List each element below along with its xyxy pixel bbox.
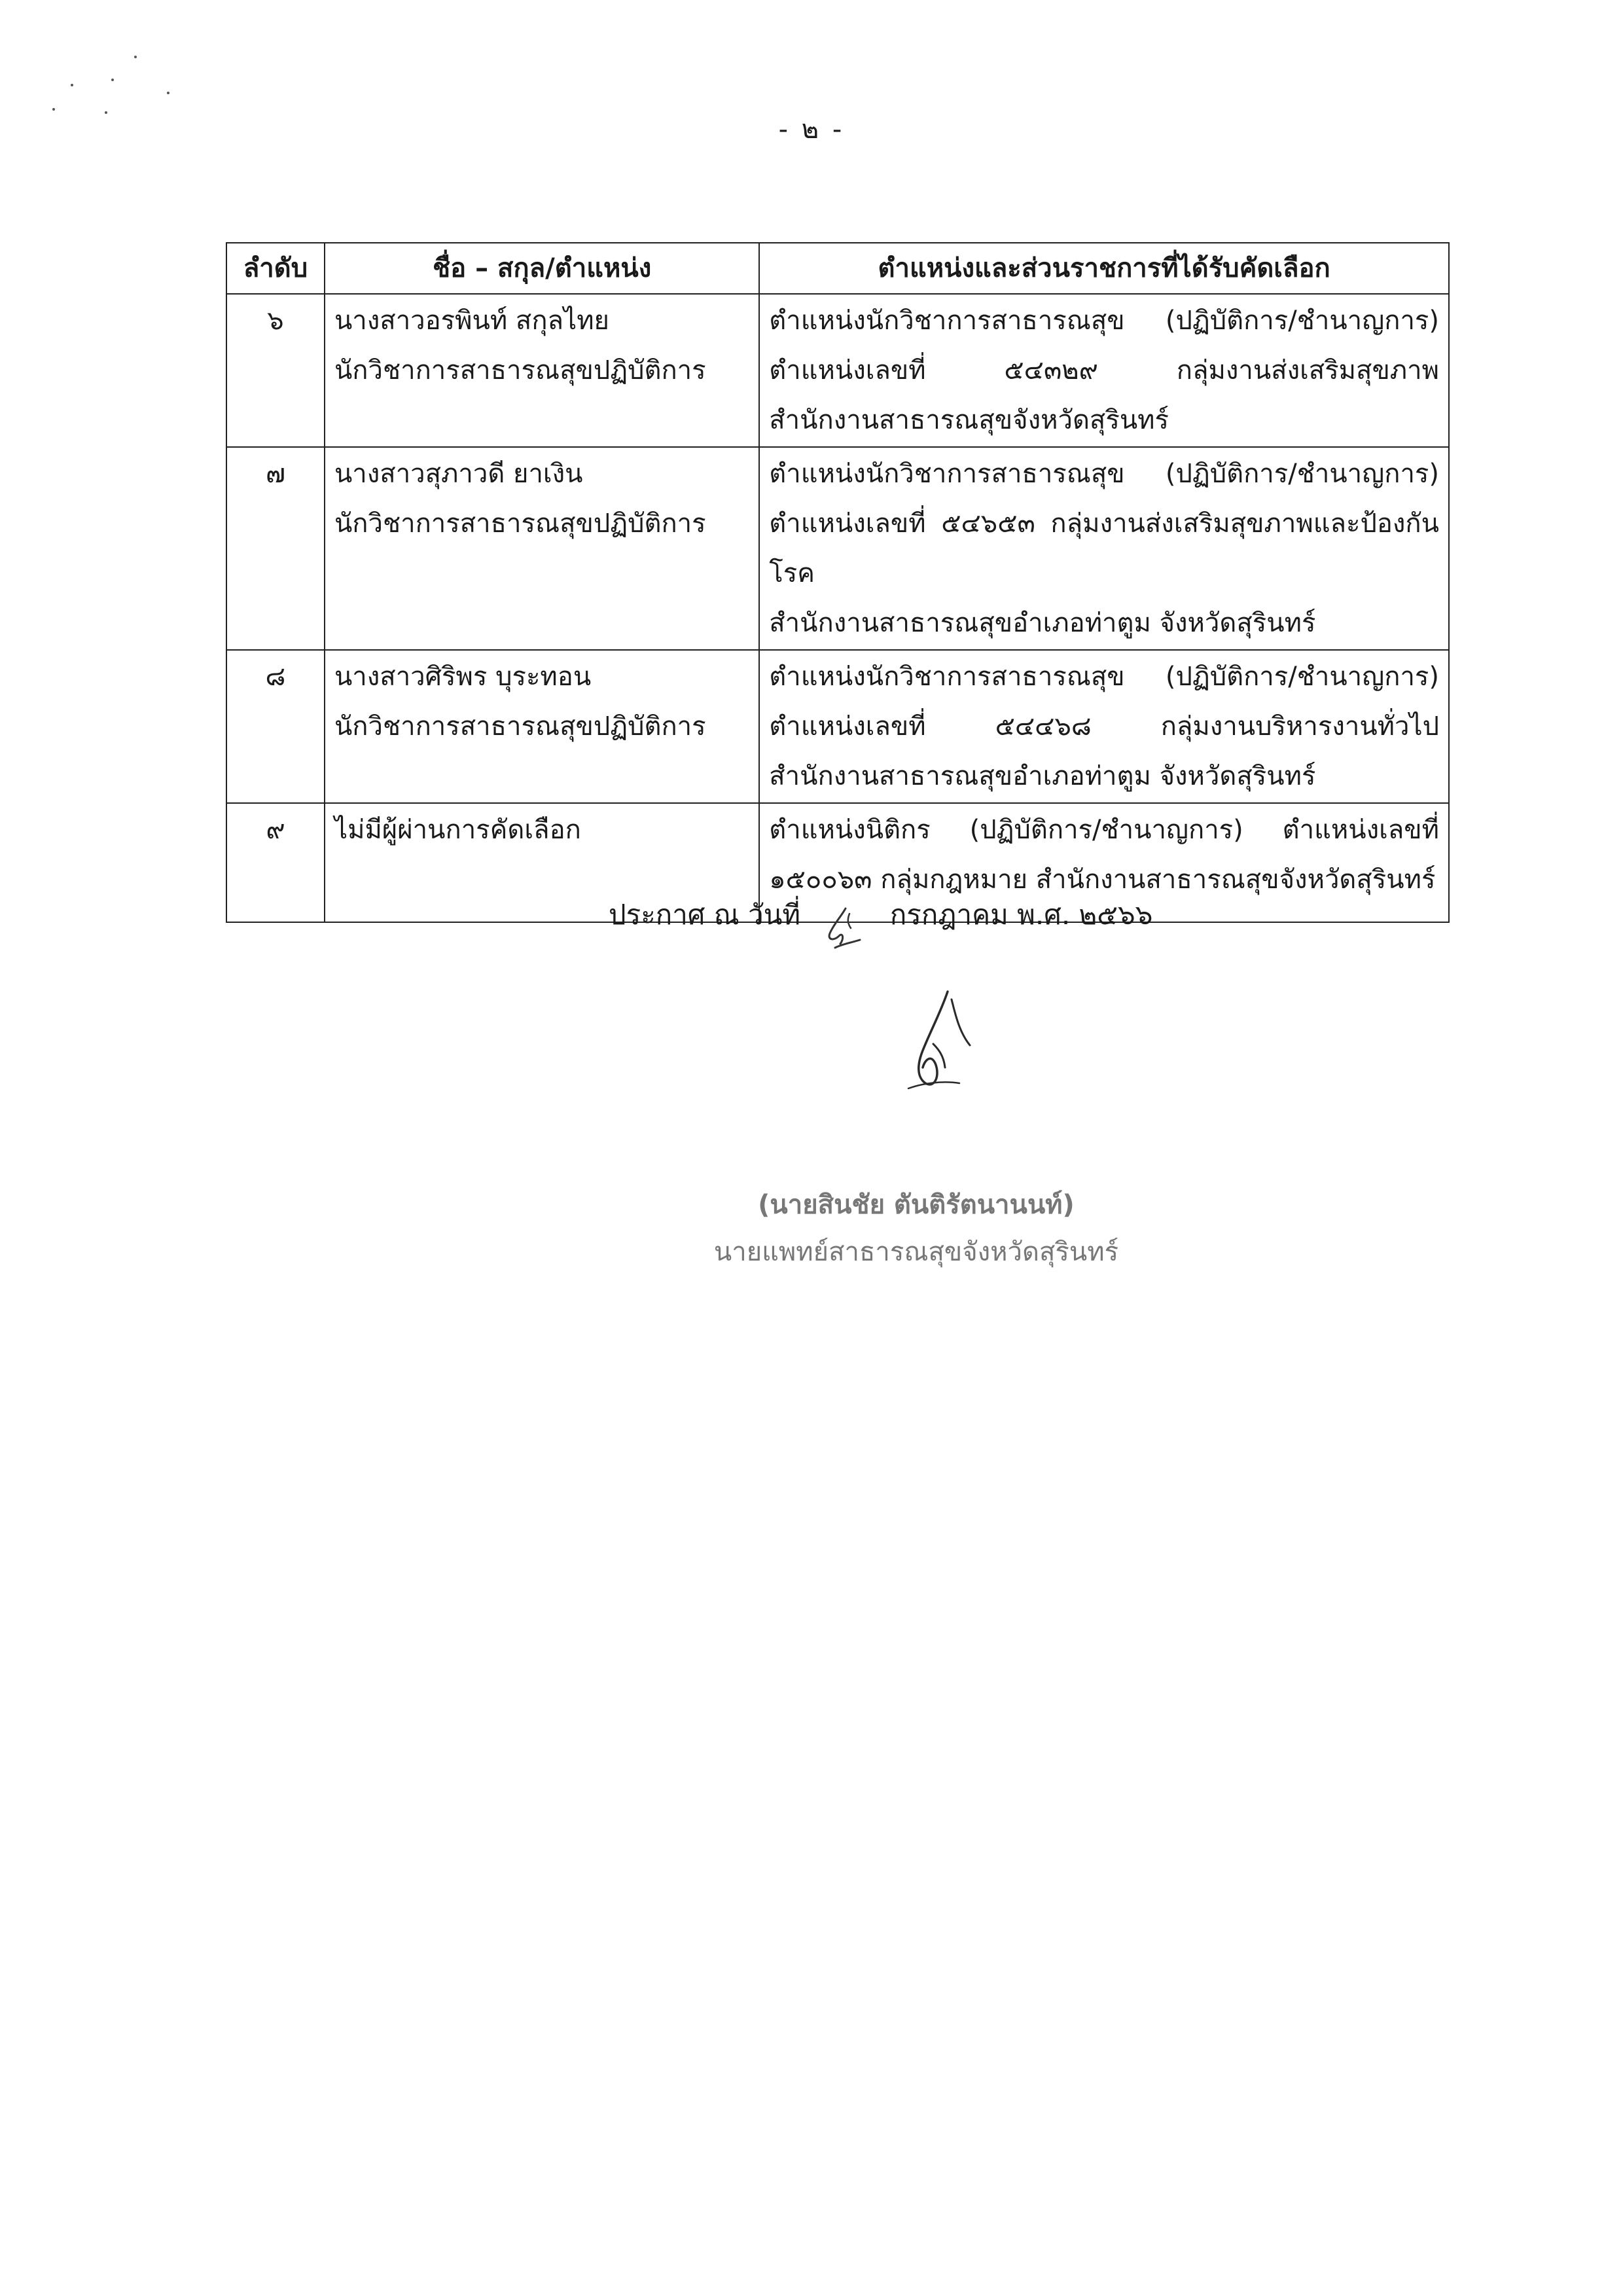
job-line: ตำแหน่งนักวิชาการสาธารณสุข (ปฏิบัติการ/ชำนาญการ) [769,662,1439,692]
person-name: ไม่มีผู้ผ่านการคัดเลือก [334,815,581,845]
job-line: ตำแหน่งเลขที่ ๕๔๔๖๘ กลุ่มงานบริหารงานทั่วไป [769,711,1439,742]
job-line: ตำแหน่งนักวิชาการสาธารณสุข (ปฏิบัติการ/ชำนาญการ) [769,306,1439,336]
job-cell [759,650,1449,803]
scan-speck [52,108,55,111]
row-number: ๖ [226,294,325,447]
person-position: นักวิชาการสาธารณสุขปฏิบัติการ [334,509,706,539]
scan-speck [111,79,114,81]
announcement-suffix: กรกฎาคม พ.ศ. ๒๕๖๖ [889,899,1153,931]
job-line: สำนักงานสาธารณสุขอำเภอท่าตูม จังหวัดสุรินทร์ [769,761,1316,791]
row-number: ๙ [226,803,325,922]
announcement-date [609,893,1152,937]
column-header-order: ลำดับ [226,243,325,294]
person-position: นักวิชาการสาธารณสุขปฏิบัติการ [334,711,706,742]
job-line: ตำแหน่งนักวิชาการสาธารณสุข (ปฏิบัติการ/ชำนาญการ) [769,459,1439,489]
name-cell [325,447,759,650]
job-line: ๑๕๐๐๖๓ กลุ่มกฎหมาย สำนักงานสาธารณสุขจังหวัดสุรินทร์ [769,865,1436,895]
job-cell [759,447,1449,650]
job-line: สำนักงานสาธารณสุขจังหวัดสุรินทร์ [769,405,1169,435]
job-line: ตำแหน่งเลขที่ ๕๔๖๕๓ กลุ่มงานส่งเสริมสุขภาพและป้องกันโรค [769,509,1439,588]
row-number: ๘ [226,650,325,803]
selection-table [226,242,1450,923]
name-cell [325,294,759,447]
scan-speck [134,56,137,58]
table-header-row [226,243,1449,294]
person-position: นักวิชาการสาธารณสุขปฏิบัติการ [334,355,706,386]
scan-speck [105,111,107,114]
scan-speck [71,84,73,86]
column-header-name: ชื่อ – สกุล/ตำแหน่ง [325,243,759,294]
row-number: ๗ [226,447,325,650]
table-row [226,294,1449,447]
person-name: นางสาวสุภาวดี ยาเงิน [334,459,583,489]
handwritten-signature [897,985,988,1099]
handwritten-day-mark [821,905,866,957]
person-name: นางสาวศิริพร บุระทอน [334,662,592,692]
job-line: สำนักงานสาธารณสุขอำเภอท่าตูม จังหวัดสุรินทร์ [769,608,1316,638]
page-number: - ๒ - [778,115,845,145]
column-header-selected-position: ตำแหน่งและส่วนราชการที่ได้รับคัดเลือก [759,243,1449,294]
person-name: นางสาวอรพินท์ สกุลไทย [334,306,609,336]
scan-speck [167,92,169,94]
table-row [226,650,1449,803]
job-cell [759,294,1449,447]
signer-title: นายแพทย์สาธารณสุขจังหวัดสุรินทร์ [713,1237,1119,1267]
job-line: ตำแหน่งเลขที่ ๕๔๓๒๙ กลุ่มงานส่งเสริมสุขภาพ [769,355,1439,386]
job-line: ตำแหน่งนิติกร (ปฏิบัติการ/ชำนาญการ) ตำแหน่งเลขที่ [769,815,1439,845]
signer-name: (นายสินชัย ตันติรัตนานนท์) [758,1190,1075,1220]
announcement-prefix: ประกาศ ณ วันที่ [609,899,801,931]
name-cell [325,650,759,803]
table-row [226,447,1449,650]
